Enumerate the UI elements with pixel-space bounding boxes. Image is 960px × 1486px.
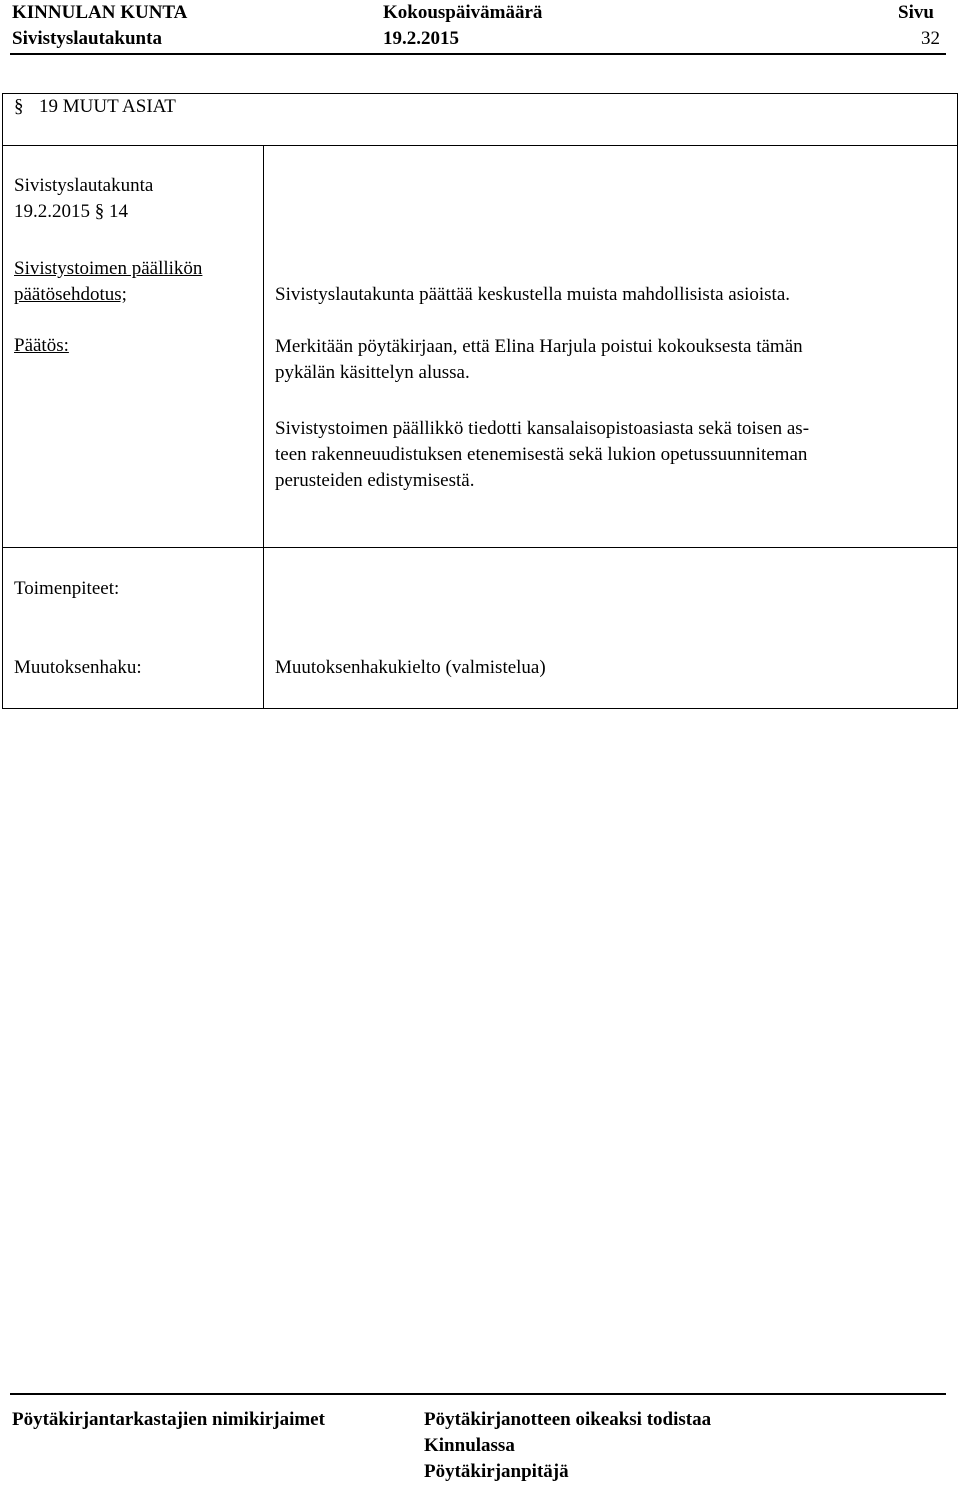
footer-initials-label: Pöytäkirjantarkastajien nimikirjaimet bbox=[12, 1409, 325, 1430]
decision-para2-line1: Sivistystoimen päällikkö tiedotti kansalaisopistoasiasta sekä toisen as- bbox=[275, 418, 810, 439]
footer-certification-label: Pöytäkirjanotteen oikeaksi todistaa bbox=[424, 1409, 712, 1430]
ref-committee: Sivistyslautakunta bbox=[14, 175, 154, 196]
meeting-date: 19.2.2015 bbox=[383, 28, 459, 49]
meeting-date-label: Kokouspäivämäärä bbox=[383, 2, 543, 23]
decision-para1-line2: pykälän käsittelyn alussa. bbox=[275, 362, 470, 383]
org-name: KINNULAN KUNTA bbox=[12, 2, 188, 23]
ref-line bbox=[14, 199, 128, 225]
page-number: 32 bbox=[921, 28, 940, 49]
section-heading: MUUT ASIAT bbox=[62, 96, 176, 117]
appeal-label: Muutoksenhaku: bbox=[14, 657, 142, 678]
decision-para1-line1: Merkitään pöytäkirjaan, että Elina Harjula poistui kokouksesta tämän bbox=[275, 336, 803, 357]
section-title bbox=[14, 94, 176, 120]
ref-section-number: 14 bbox=[109, 201, 128, 222]
proposal-text: Sivistyslautakunta päättää keskustella muista mahdollisista asioista. bbox=[275, 284, 791, 305]
decision-label: Päätös: bbox=[14, 335, 69, 356]
footer-place: Kinnulassa bbox=[424, 1435, 515, 1456]
appeal-value: Muutoksenhakukielto (valmistelua) bbox=[275, 657, 546, 678]
ref-section-symbol: § bbox=[94, 201, 105, 222]
actions-label: Toimenpiteet: bbox=[14, 578, 120, 599]
header-rule bbox=[10, 53, 946, 55]
footer-secretary-label: Pöytäkirjanpitäjä bbox=[424, 1461, 569, 1482]
committee-name: Sivistyslautakunta bbox=[12, 28, 162, 49]
actions-row-divider bbox=[2, 547, 958, 548]
proposal-label-line1: Sivistystoimen päällikön bbox=[14, 258, 203, 279]
footer-rule bbox=[10, 1393, 946, 1395]
page-label: Sivu bbox=[898, 2, 934, 23]
decision-para2-line2: teen rakenneuudistuksen etenemisestä sekä lukion opetussuunniteman bbox=[275, 444, 808, 465]
decision-para2-line3: perusteiden edistymisestä. bbox=[275, 470, 475, 491]
title-row-divider bbox=[2, 145, 958, 146]
section-number: 19 bbox=[39, 96, 58, 117]
section-symbol: § bbox=[14, 96, 24, 117]
column-divider bbox=[263, 145, 264, 709]
proposal-label-line2: päätösehdotus; bbox=[14, 284, 127, 305]
ref-date: 19.2.2015 bbox=[14, 201, 90, 222]
